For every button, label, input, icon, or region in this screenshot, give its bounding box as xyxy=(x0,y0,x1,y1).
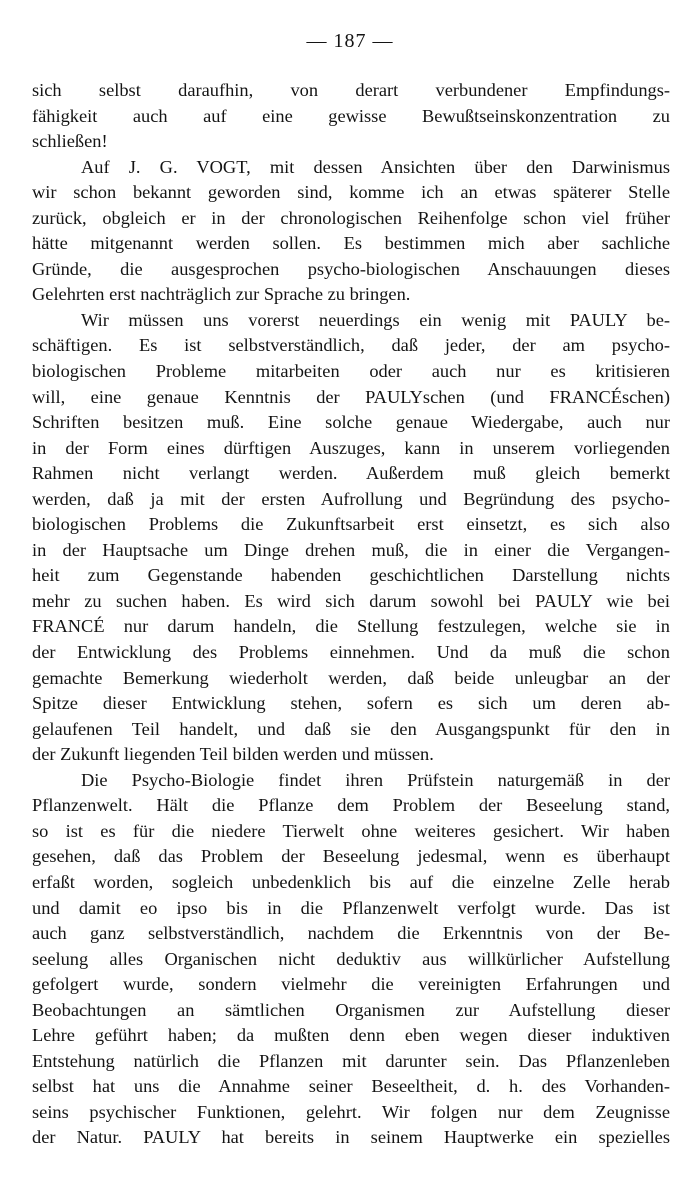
page-number: — 187 — xyxy=(306,30,394,52)
text-line: Gründe, die ausgesprochen psycho-biologischen Anschauungen dieses xyxy=(32,258,670,279)
text-line: hätte mitgenannt werden sollen. Es bestimmen mich aber sachliche xyxy=(32,233,670,254)
text-line: Wir müssen uns vorerst neuerdings ein wenig mit PAULY be- xyxy=(81,309,670,330)
text-line: Lehre geführt haben; da mußten denn eben wegen dieser induktiven xyxy=(32,1025,670,1046)
text-line: Pflanzenwelt. Hält die Pflanze dem Problem der Beseelung stand, xyxy=(32,795,670,816)
text-line: und damit eo ipso bis in die Pflanzenwelt verfolgt wurde. Das ist xyxy=(32,897,670,918)
text-line: sich selbst daraufhin, von derart verbundener Empfindungs- xyxy=(32,80,670,100)
text-line: Rahmen nicht verlangt werden. Außerdem muß gleich bemerkt xyxy=(32,463,670,484)
text-line: gemachte Bemerkung wiederholt werden, daß beide unleugbar an der xyxy=(32,667,670,688)
text-line: wir schon bekannt geworden sind, komme ich an etwas späterer Stelle xyxy=(32,182,670,203)
text-line: der Natur. PAULY hat bereits in seinem Hauptwerke ein spezielles xyxy=(32,1127,670,1148)
text-line: seelung alles Organischen nicht deduktiv aus willkürlicher Aufstellung xyxy=(32,948,670,969)
text-line: seins psychischer Funktionen, gelehrt. Wir folgen nur dem Zeugnisse xyxy=(32,1101,670,1122)
text-line: schließen! xyxy=(32,131,108,152)
text-line: biologischen Probleme mitarbeiten oder auch nur es kritisieren xyxy=(32,361,670,382)
text-line: Entstehung natürlich die Pflanzen mit darunter sein. Das Pflanzenleben xyxy=(32,1050,670,1071)
text-line: Schriften besitzen muß. Eine solche genaue Wiedergabe, auch nur xyxy=(32,412,670,433)
text-line: mehr zu suchen haben. Es wird sich darum sowohl bei PAULY wie bei xyxy=(32,590,670,611)
text-line: schäftigen. Es ist selbstverständlich, daß jeder, der am psycho- xyxy=(32,335,670,356)
text-line: Gelehrten erst nachträglich zur Sprache zu bringen. xyxy=(32,284,411,305)
text-line: zurück, obgleich er in der chronologischen Reihenfolge schon viel früher xyxy=(32,207,670,228)
text-line: in der Form eines dürftigen Auszuges, kann in unserem vorliegenden xyxy=(32,437,670,458)
text-line: will, eine genaue Kenntnis der PAULYschen (und FRANCÉschen) xyxy=(32,386,670,407)
text-line: Die Psycho-Biologie findet ihren Prüfstein naturgemäß in der xyxy=(81,769,670,790)
text-line: werden, daß ja mit der ersten Aufrollung und Begründung des psycho- xyxy=(32,488,670,509)
text-line: Beobachtungen an sämtlichen Organismen zur Aufstellung dieser xyxy=(32,999,670,1020)
text-line: FRANCÉ nur darum handeln, die Stellung festzulegen, welche sie in xyxy=(32,616,670,637)
text-line: der Zukunft liegenden Teil bilden werden und müssen. xyxy=(32,744,434,765)
text-line: gelaufenen Teil handelt, und daß sie den Ausgangspunkt für den in xyxy=(32,718,670,739)
text-line: erfaßt worden, sogleich unbedenklich bis auf die einzelne Zelle herab xyxy=(32,871,670,892)
text-line: in der Hauptsache um Dinge drehen muß, die in einer die Vergangen- xyxy=(32,539,670,560)
text-line: biologischen Problems die Zukunftsarbeit erst einsetzt, es sich also xyxy=(32,514,670,535)
text-line: der Entwicklung des Problems einnehmen. Und da muß die schon xyxy=(32,642,670,663)
text-line: heit zum Gegenstande habenden geschichtlichen Darstellung nichts xyxy=(32,565,670,586)
text-line: Spitze dieser Entwicklung stehen, sofern es sich um deren ab- xyxy=(32,693,670,714)
page-body-text xyxy=(32,78,670,1151)
text-line: selbst hat uns die Annahme seiner Beseeltheit, d. h. des Vorhanden- xyxy=(32,1076,670,1097)
text-line: gesehen, daß das Problem der Beseelung jedesmal, wenn es überhaupt xyxy=(32,846,670,867)
text-line: so ist es für die niedere Tierwelt ohne weiteres gesichert. Wir haben xyxy=(32,820,670,841)
text-line: gefolgert wurde, sondern vielmehr die vereinigten Erfahrungen und xyxy=(32,974,670,995)
text-line: fähigkeit auch auf eine gewisse Bewußtseinskonzentration zu xyxy=(32,105,670,126)
text-line: Auf J. G. VOGT, mit dessen Ansichten über den Darwinismus xyxy=(81,156,670,177)
text-line: auch ganz selbstverständlich, nachdem die Erkenntnis von der Be- xyxy=(32,923,670,944)
